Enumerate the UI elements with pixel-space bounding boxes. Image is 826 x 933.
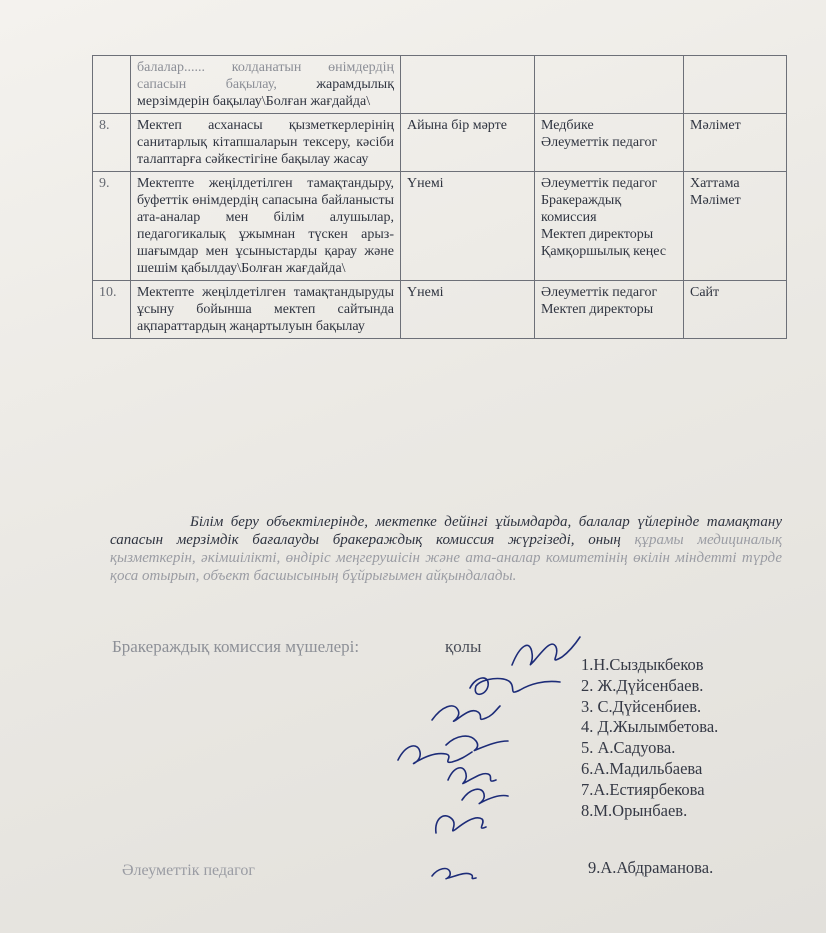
report-item: Сайт — [690, 285, 720, 300]
row-description — [131, 281, 401, 339]
row-responsible — [535, 56, 684, 114]
footer-name: 9.А.Абдраманова. — [588, 858, 714, 877]
responsible-item: Әлеуметтік педагог — [541, 135, 658, 150]
row-description — [131, 56, 401, 114]
plan-table — [92, 55, 787, 339]
row-frequency: Үнемі — [401, 281, 535, 339]
row-frequency: Үнемі — [401, 172, 535, 281]
signature-5 — [448, 768, 496, 784]
table-row — [93, 114, 787, 172]
signature-3 — [446, 736, 508, 751]
signature-7 — [436, 816, 486, 833]
row-responsible — [535, 172, 684, 281]
responsible-item: Әлеуметтік педагог — [541, 176, 658, 191]
member-name: 6.А.Мадильбаева — [581, 758, 703, 778]
paragraph-faded: құрамы медициналық қызметкерін, әкімшілікті, өндіріс меңгерушісін және ата-аналар комитетінің өкілін міндетті түрде қоса отырып, объект басшысының бұйрығымен айқындалады. — [110, 532, 782, 584]
row-responsible — [535, 281, 684, 339]
responsible-item: Мектеп директоры — [541, 302, 654, 317]
responsible-item: Әлеуметтік педагог — [541, 285, 658, 300]
row-report-form — [684, 172, 787, 281]
members-list — [581, 655, 718, 821]
member-name: 5. А.Садуова. — [581, 738, 676, 758]
commission-members-label: Бракераждық комиссия мүшелері: — [112, 637, 360, 656]
description-text: Мектеп асханасы қызметкерлерінің санитарлық кітапшаларын тексеру, кәсіби талаптарға сәйкестігіне бақылау жасау — [137, 118, 394, 167]
signature-2 — [432, 706, 500, 721]
row-number: 10. — [93, 281, 131, 339]
description-text: жарамдылық мерзімдерін бақылау\Болған жағдайда\ — [137, 77, 394, 109]
responsible-item: Мектеп директоры — [541, 227, 654, 242]
table-row — [93, 56, 787, 114]
plan-table-container — [92, 55, 786, 339]
row-frequency — [401, 56, 535, 114]
member-name: 8.М.Орынбаев. — [581, 800, 688, 820]
signature-6 — [462, 789, 508, 803]
row-report-form — [684, 281, 787, 339]
signature-8 — [432, 869, 476, 879]
row-description — [131, 172, 401, 281]
row-responsible — [535, 114, 684, 172]
signature-1 — [512, 637, 580, 665]
description-text: Мектепте жеңілдетілген тамақтандыру, буфеттік өнімдердің сапасына байланысты ата-аналар мен білім алушылар, педагогикалық ұжымнан түскен арыз-шағымдар мен ұсыныстарды қарау және шешім қабылдау\Болған жағдайда\ — [137, 176, 394, 276]
member-name: 4. Д.Жылымбетова. — [581, 717, 719, 737]
row-report-form — [684, 114, 787, 172]
report-item: Мәлімет — [690, 118, 741, 133]
footer-role: Әлеуметтік педагог — [122, 862, 255, 879]
paragraph-main: Білім беру объектілерінде, мектепке дейінгі ұйымдарда, балалар үйлерінде тамақтану сапасын мерзімдік бағалауды бракераждық комиссия жүргізеді, оның — [110, 514, 782, 548]
responsible-item: Қамқоршылық кеңес — [541, 244, 667, 259]
member-name: 1.Н.Сыздыкбеков — [581, 655, 704, 674]
report-item: Мәлімет — [690, 193, 741, 208]
member-name: 3. С.Дүйсенбиев. — [581, 696, 702, 716]
description-faded: балалар...... колданатын өнімдердің сапасын бақылау, — [137, 60, 394, 92]
commission-paragraph — [110, 513, 782, 585]
report-item: Хаттама — [690, 176, 740, 191]
row-report-form — [684, 56, 787, 114]
row-description — [131, 114, 401, 172]
description-text: Мектепте жеңілдетілген тамақтандыруды ұсыну бойынша мектеп сайтында ақпараттардың жаңартылуын бақылау — [137, 285, 394, 334]
responsible-item: Медбике — [541, 118, 594, 133]
responsible-item: Бракераждық комиссия — [541, 193, 622, 225]
row-number — [93, 56, 131, 114]
row-number: 9. — [93, 172, 131, 281]
member-name: 7.А.Естиярбекова — [581, 779, 705, 799]
table-row — [93, 172, 787, 281]
signature-1b — [470, 678, 560, 694]
table-row — [93, 281, 787, 339]
signature-column-label: қолы — [445, 637, 482, 656]
row-number: 8. — [93, 114, 131, 172]
row-frequency: Айына бір мәрте — [401, 114, 535, 172]
signature-4 — [398, 746, 472, 764]
member-name: 2. Ж.Дүйсенбаев. — [581, 675, 704, 695]
